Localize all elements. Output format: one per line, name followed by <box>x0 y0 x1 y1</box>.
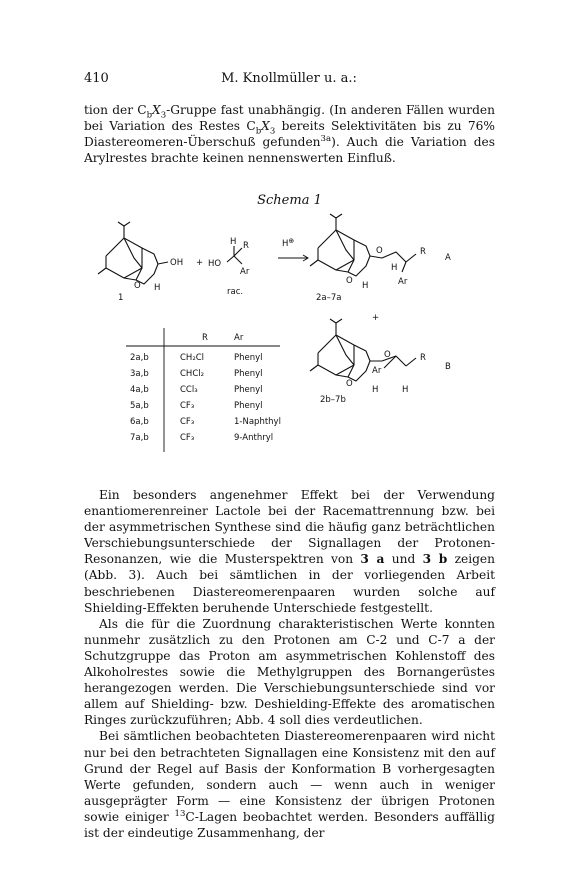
compound-1-structure <box>98 222 168 284</box>
product-a-letter: A <box>445 253 451 263</box>
atom-h-b-carbinol: H <box>402 385 409 395</box>
table-row-2-compound: 3a,b <box>130 369 149 379</box>
plus-sign-1: + <box>196 258 204 268</box>
rac-label: rac. <box>227 287 244 297</box>
table-row-6-r: CF₃ <box>180 433 195 443</box>
substituent-table <box>126 328 281 452</box>
atom-h-a-ring: H <box>362 281 369 291</box>
atom-ar-b: Ar <box>372 366 382 376</box>
atom-h-a-carbinol: H <box>391 263 398 273</box>
table-row-5-r: CF₃ <box>180 417 195 427</box>
body-paragraph-2: Als die für die Zuordnung charakteristischen Werte konnten nunmehr zusätzlich zu den Protonen am C-2 und C-7 a der Schutzgruppe das Proton am asymmetrischen Kohlenstoff des Alkoholrestes sowie die Methylgruppen des Bornangerüstes herangezogen werden. Die Verschiebungsunterschiede sind vor allem auf Shielding- bzw. Deshielding-Effekte des aromatischen Ringes zurückzuführen; Abb. 4 soll dies verdeutlichen. <box>84 616 495 728</box>
body-paragraph-3: Bei sämtlichen beobachteten Diastereomerenpaaren wird nicht nur bei den betrachteten Signallagen eine Konsistenz mit den auf Grund der Regel auf Basis der Konformation B vorhergesagten Werte gefunden, sondern auch — wenn auch in weniger ausgeprägter Form — eine Konsistenz der übrigen Protonen sowie einiger $^{13}$C-Lagen beobachtet werden. Besonders auffällig ist der eindeutige Zusammenhang, der <box>84 729 495 840</box>
product-a-range: 2a–7a <box>316 293 342 303</box>
atom-o-1: O <box>134 281 141 291</box>
table-row-4-ar: Phenyl <box>234 401 263 411</box>
atom-h-1: H <box>154 283 161 293</box>
table-row-3-compound: 4a,b <box>130 385 149 395</box>
table-row-6-compound: 7a,b <box>130 433 149 443</box>
atom-o-b-ether: O <box>384 350 391 360</box>
table-row-5-compound: 6a,b <box>130 417 149 427</box>
table-row-2-ar: Phenyl <box>234 369 263 379</box>
atom-ar-a: Ar <box>398 277 408 287</box>
product-b-range: 2b–7b <box>320 395 346 405</box>
reaction-scheme <box>84 208 495 470</box>
table-row-6-ar: 9-Anthryl <box>234 433 274 443</box>
atom-r-a: R <box>420 247 426 257</box>
table-row-5-ar: 1-Naphthyl <box>234 417 281 427</box>
body-text <box>84 487 495 841</box>
atom-oh: OH <box>170 258 184 268</box>
atom-h-b-ring: H <box>372 385 379 395</box>
table-header-r: R <box>202 333 208 343</box>
compound-1-label: 1 <box>118 293 124 303</box>
atom-r-alcohol: R <box>243 241 249 251</box>
intro-paragraph: tion der $C_bX_3$-Gruppe fast unabhängig. (In anderen Fällen wurden bei Variation des Restes $C_bX_3$ bereits Selektivitäten bis zu 76% Diastereomeren-Überschuß gefunden$^{3a}$). Auch die Variation des Arylrestes brachte keinen nennenswerten Einfluß. <box>84 103 496 166</box>
atom-o-a-ether: O <box>376 246 383 256</box>
atom-ho: HO <box>208 259 222 269</box>
table-row-3-r: CCl₃ <box>180 385 198 395</box>
page-number: 410 <box>84 71 109 86</box>
table-row-1-r: CH₂Cl <box>180 353 205 363</box>
table-row-1-ar: Phenyl <box>234 353 263 363</box>
atom-o-b-ring: O <box>346 379 353 389</box>
atom-r-b: R <box>420 353 426 363</box>
atom-o-a-ring: O <box>346 276 353 286</box>
product-a-structure <box>310 214 416 276</box>
alcohol-structure <box>227 246 242 264</box>
schema-title: Schema 1 <box>257 193 322 208</box>
table-header-ar: Ar <box>234 333 244 343</box>
product-b-structure <box>310 319 416 381</box>
table-row-3-ar: Phenyl <box>234 385 263 395</box>
table-row-2-r: CHCl₂ <box>180 369 205 379</box>
table-row-1-compound: 2a,b <box>130 353 149 363</box>
table-row-4-compound: 5a,b <box>130 401 149 411</box>
page-header <box>84 71 494 87</box>
product-b-letter: B <box>445 362 451 372</box>
atom-ar-alcohol: Ar <box>240 267 250 277</box>
table-row-4-r: CF₃ <box>180 401 195 411</box>
running-title: M. Knollmüller u. a.: <box>221 71 357 86</box>
atom-h-alcohol: H <box>230 237 237 247</box>
body-paragraph-1: Ein besonders angenehmer Effekt bei der Verwendung enantiomerenreiner Lactole bei der Racemattrennung bzw. bei der asymmetrischen Synthese sind die häufig ganz beträchtlichen Verschiebungsunterschiede der Signallagen der Protonen-Resonanzen, wie die Musterspektren von 3 a und 3 b zeigen (Abb. 3). Auch bei sämtlichen in der vorliegenden Arbeit beschriebenen Diastereomerenpaaren wurden solche auf Shielding-Effekten beruhende Unterschiede festgestellt. <box>84 488 495 615</box>
plus-sign-2: + <box>372 313 380 323</box>
catalyst-label: H⊕ <box>282 237 295 249</box>
